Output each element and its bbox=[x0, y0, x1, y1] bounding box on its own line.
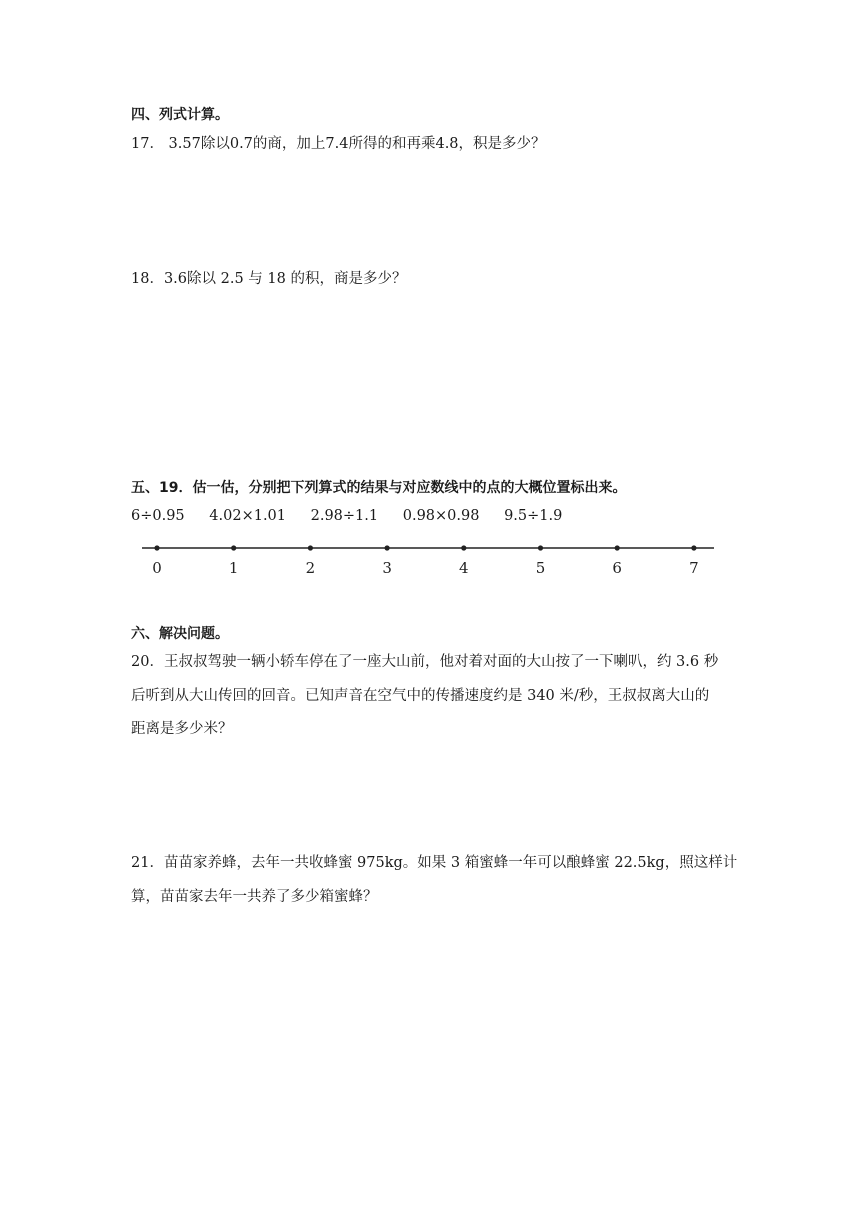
expression-item: 2.98÷1.1 bbox=[310, 508, 379, 524]
number-line-label: 1 bbox=[228, 559, 239, 577]
number-line-label: 0 bbox=[152, 559, 162, 577]
question-17: 17． 3.57除以0.7的商，加上7.4所得的和再乘4.8，积是多少？ bbox=[131, 136, 546, 152]
number-line-label: 5 bbox=[535, 559, 546, 577]
number-line-label: 3 bbox=[382, 559, 392, 577]
number-line-point bbox=[615, 545, 620, 550]
number-line bbox=[140, 536, 720, 580]
number-line-point bbox=[461, 545, 466, 550]
expression-item: 6÷0.95 bbox=[131, 508, 185, 524]
section-6-title: 六、解决问题。 bbox=[131, 626, 229, 642]
section-5-title: 五、19．估一估，分别把下列算式的结果与对应数线中的点的大概位置标出来。 bbox=[131, 480, 627, 496]
number-line-point bbox=[538, 545, 543, 550]
number-line-point bbox=[385, 545, 390, 550]
number-line-label: 2 bbox=[305, 559, 316, 577]
question-21-line-2: 算，苗苗家去年一共养了多少箱蜜蜂？ bbox=[131, 889, 378, 905]
number-line-label: 7 bbox=[689, 559, 699, 577]
expression-item: 9.5÷1.9 bbox=[504, 508, 563, 524]
number-line-label: 6 bbox=[612, 559, 622, 577]
number-line-point bbox=[308, 545, 313, 550]
question-20-line-1: 20．王叔叔驾驶一辆小轿车停在了一座大山前，他对着对面的大山按了一下喇叭，约 3.6 秒 bbox=[131, 654, 719, 670]
question-21-line-1: 21．苗苗家养蜂，去年一共收蜂蜜 975kg。如果 3 箱蜜蜂一年可以酿蜂蜜 22.5kg，照这样计 bbox=[131, 855, 738, 871]
number-line-point bbox=[154, 545, 159, 550]
question-20-line-2: 后听到从大山传回的回音。已知声音在空气中的传播速度约是 340 米/秒，王叔叔离大山的 bbox=[131, 688, 710, 704]
question-18: 18．3.6除以 2.5 与 18 的积，商是多少？ bbox=[131, 271, 407, 287]
expression-item: 0.98×0.98 bbox=[402, 508, 480, 524]
number-line-label: 4 bbox=[459, 559, 469, 577]
expression-list bbox=[131, 506, 582, 526]
number-line-point bbox=[231, 545, 236, 550]
expression-item: 4.02×1.01 bbox=[209, 508, 287, 524]
number-line-point bbox=[691, 545, 696, 550]
section-4-title: 四、列式计算。 bbox=[131, 107, 229, 123]
question-20-line-3: 距离是多少米？ bbox=[131, 721, 233, 737]
number-line-labels bbox=[152, 559, 698, 577]
